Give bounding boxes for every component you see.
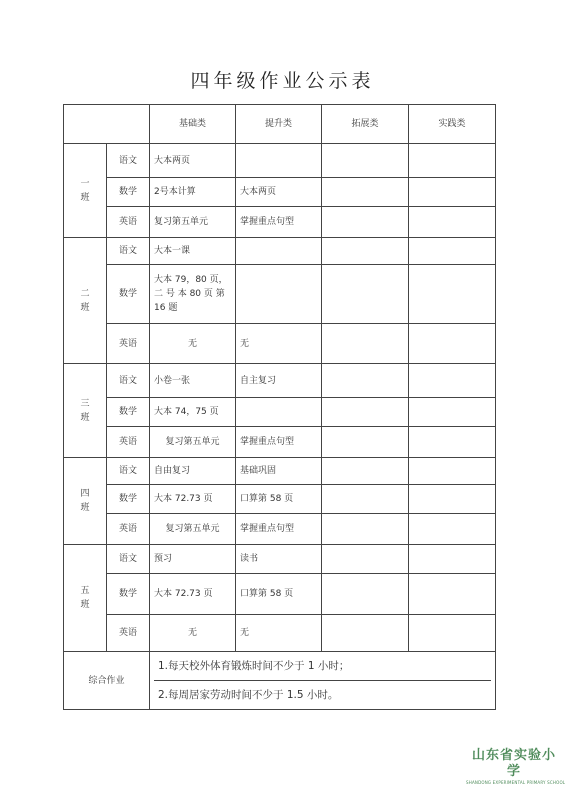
extend-cell [322,545,409,574]
summary-label: 综合作业 [64,652,150,710]
header-practice: 实践类 [409,105,496,144]
table-row [64,514,496,545]
extend-cell [322,178,409,207]
page-title: 四年级作业公示表 [190,70,375,92]
subject-cell: 语文 [107,458,150,485]
subject-cell: 英语 [107,427,150,458]
basic-cell: 大本 72.73 页 [150,574,236,615]
basic-cell: 无 [150,324,236,364]
summary-line-1: 1.每天校外体育锻炼时间不少于 1 小时； [154,652,491,681]
practice-cell [409,545,496,574]
subject-cell: 语文 [107,364,150,398]
basic-cell: 大本一课 [150,238,236,265]
basic-cell: 复习第五单元 [150,207,236,238]
practice-cell [409,364,496,398]
practice-cell [409,514,496,545]
extend-cell [322,364,409,398]
practice-cell [409,398,496,427]
subject-cell: 语文 [107,144,150,178]
extend-cell [322,427,409,458]
table-row [64,485,496,514]
table-row [64,427,496,458]
table-row [64,615,496,652]
extend-cell [322,514,409,545]
table-row [64,545,496,574]
basic-cell: 预习 [150,545,236,574]
practice-cell [409,144,496,178]
improve-cell: 自主复习 [236,364,322,398]
practice-cell [409,458,496,485]
improve-cell: 掌握重点句型 [236,427,322,458]
basic-cell: 大本两页 [150,144,236,178]
improve-cell: 掌握重点句型 [236,207,322,238]
basic-cell: 大本 72.73 页 [150,485,236,514]
practice-cell [409,485,496,514]
summary-row [64,652,496,710]
practice-cell [409,574,496,615]
extend-cell [322,458,409,485]
practice-cell [409,178,496,207]
logo-text: 山东省实验小学 [471,748,556,779]
practice-cell [409,324,496,364]
class-cell-2: 二 班 [64,238,107,364]
table-row [64,324,496,364]
basic-cell: 小卷一张 [150,364,236,398]
improve-cell: 口算第 58 页 [236,574,322,615]
class-cell-1: 一 班 [64,144,107,238]
subject-cell: 语文 [107,238,150,265]
summary-content [150,652,496,710]
extend-cell [322,485,409,514]
subject-cell: 数学 [107,574,150,615]
improve-cell [236,265,322,324]
basic-cell: 2号本计算 [150,178,236,207]
extend-cell [322,574,409,615]
practice-cell [409,207,496,238]
basic-cell: 无 [150,615,236,652]
basic-cell: 复习第五单元 [150,514,236,545]
basic-cell: 大本 74，75 页 [150,398,236,427]
extend-cell [322,615,409,652]
class-cell-4: 四 班 [64,458,107,545]
basic-cell: 自由复习 [150,458,236,485]
improve-cell [236,398,322,427]
improve-cell [236,238,322,265]
subject-cell: 英语 [107,615,150,652]
class-cell-5: 五 班 [64,545,107,652]
extend-cell [322,398,409,427]
subject-cell: 数学 [107,178,150,207]
table-row [64,458,496,485]
subject-cell: 数学 [107,265,150,324]
table-row [64,207,496,238]
logo-subtext: SHANDONG EXPERIMENTAL PRIMARY SCHOOL [466,780,565,785]
header-improve: 提升类 [236,105,322,144]
table-row [64,398,496,427]
table-row [64,364,496,398]
practice-cell [409,615,496,652]
extend-cell [322,238,409,265]
class-cell-3: 三 班 [64,364,107,458]
subject-cell: 语文 [107,545,150,574]
header-basic: 基础类 [150,105,236,144]
header-extend: 拓展类 [322,105,409,144]
improve-cell: 大本两页 [236,178,322,207]
homework-table [63,104,496,710]
extend-cell [322,324,409,364]
practice-cell [409,238,496,265]
improve-cell: 读书 [236,545,322,574]
practice-cell [409,427,496,458]
improve-cell: 掌握重点句型 [236,514,322,545]
table-row [64,574,496,615]
table-row [64,144,496,178]
subject-cell: 英语 [107,207,150,238]
subject-cell: 英语 [107,514,150,545]
header-row [64,105,496,144]
table-row [64,265,496,324]
improve-cell: 无 [236,324,322,364]
extend-cell [322,207,409,238]
extend-cell [322,265,409,324]
table-row [64,238,496,265]
improve-cell: 无 [236,615,322,652]
basic-cell: 复习第五单元 [150,427,236,458]
improve-cell [236,144,322,178]
table-row [64,178,496,207]
basic-cell: 大本 79，80 页， 二 号 本 80 页 第 16 题 [150,265,236,324]
summary-line-2: 2.每周居家劳动时间不少于 1.5 小时。 [158,689,339,701]
subject-cell: 数学 [107,485,150,514]
subject-cell: 数学 [107,398,150,427]
corner-cell [64,105,150,144]
improve-cell: 基础巩固 [236,458,322,485]
subject-cell: 英语 [107,324,150,364]
improve-cell: 口算第 58 页 [236,485,322,514]
practice-cell [409,265,496,324]
extend-cell [322,144,409,178]
school-logo [466,748,565,786]
